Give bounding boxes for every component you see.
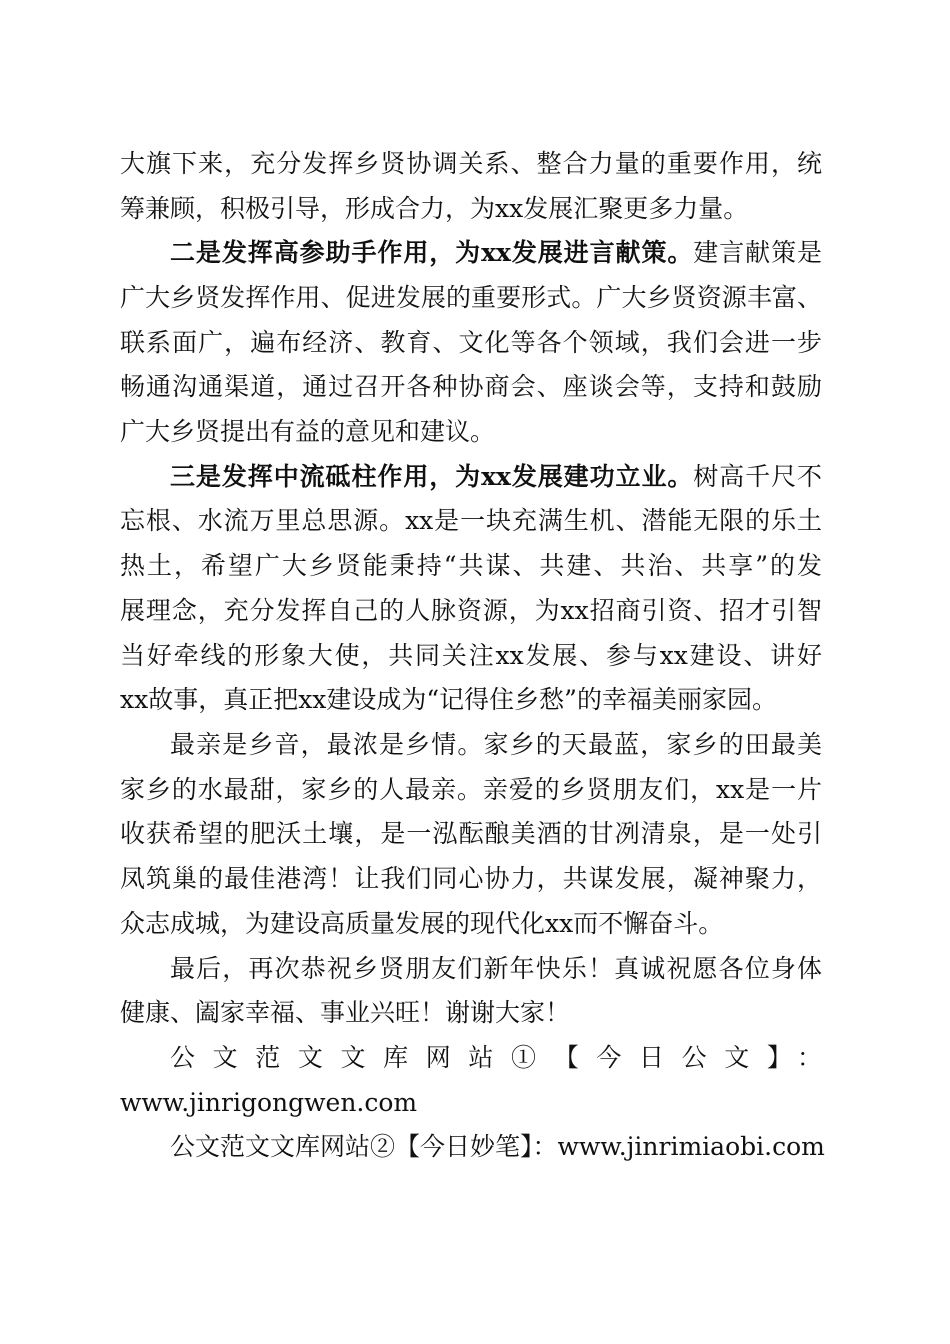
para2-line-2: 广大乡贤发挥作用、促进发展的重要形式。广大乡贤资源丰富、 bbox=[120, 283, 822, 312]
para2-first-rest: 建言献策是 bbox=[693, 238, 822, 267]
para3-line-2: 忘根、水流万里总思源。xx是一块充满生机、潜能无限的乐土 bbox=[120, 506, 822, 535]
para4-line-5: 众志成城，为建设高质量发展的现代化xx而不懈奋斗。 bbox=[120, 909, 724, 938]
footer-site1-url[interactable]: www.jinrigongwen.com bbox=[120, 1088, 418, 1117]
para4-line-2: 家乡的水最甜，家乡的人最亲。亲爱的乡贤朋友们，xx是一片 bbox=[120, 775, 822, 804]
para4-line-4: 凤筑巢的最佳港湾！让我们同心协力，共谋发展，凝神聚力， bbox=[120, 864, 822, 893]
para3-bold-lead: 三是发挥中流砥柱作用，为xx发展建功立业。 bbox=[170, 462, 694, 491]
footer-site1-label: 公文范文文库网站①【今日公文】： bbox=[170, 1043, 822, 1072]
footer-site2[interactable]: 公文范文文库网站②【今日妙笔】：www.jinrimiaobi.com bbox=[170, 1132, 825, 1161]
para2-line-3: 联系面广，遍布经济、教育、文化等各个领域，我们会进一步 bbox=[120, 328, 822, 357]
para2-bold-lead: 二是发挥高参助手作用，为xx发展进言献策。 bbox=[170, 238, 694, 267]
para2-line-5: 广大乡贤提出有益的意见和建议。 bbox=[120, 417, 496, 446]
para3-line-3: 热土，希望广大乡贤能秉持“共谋、共建、共治、共享”的发 bbox=[120, 551, 822, 580]
para1-line-1: 大旗下来，充分发挥乡贤协调关系、整合力量的重要作用，统 bbox=[120, 149, 822, 178]
para5-line-1: 最后，再次恭祝乡贤朋友们新年快乐！真诚祝愿各位身体 bbox=[170, 954, 822, 983]
para3-first-rest: 树高千尺不 bbox=[693, 462, 822, 491]
para3-line-5: 当好牵线的形象大使，共同关注xx发展、参与xx建设、讲好 bbox=[120, 641, 822, 670]
para3-line-4: 展理念，充分发挥自己的人脉资源，为xx招商引资、招才引智 bbox=[120, 596, 822, 625]
para3-line-6: xx故事，真正把xx建设成为“记得住乡愁”的幸福美丽家园。 bbox=[120, 685, 777, 714]
para3-line-1 bbox=[170, 454, 822, 499]
para2-line-4: 畅通沟通渠道，通过召开各种协商会、座谈会等，支持和鼓励 bbox=[120, 372, 822, 401]
para4-line-1: 最亲是乡音，最浓是乡情。家乡的天最蓝，家乡的田最美 bbox=[170, 730, 822, 759]
para4-line-3: 收获希望的肥沃土壤，是一泓酝酿美酒的甘冽清泉，是一处引 bbox=[120, 819, 822, 848]
para1-line-2: 筹兼顾，积极引导，形成合力，为xx发展汇聚更多力量。 bbox=[120, 194, 749, 223]
para5-line-2: 健康、阖家幸福、事业兴旺！谢谢大家！ bbox=[120, 998, 571, 1027]
para2-line-1 bbox=[170, 230, 822, 275]
